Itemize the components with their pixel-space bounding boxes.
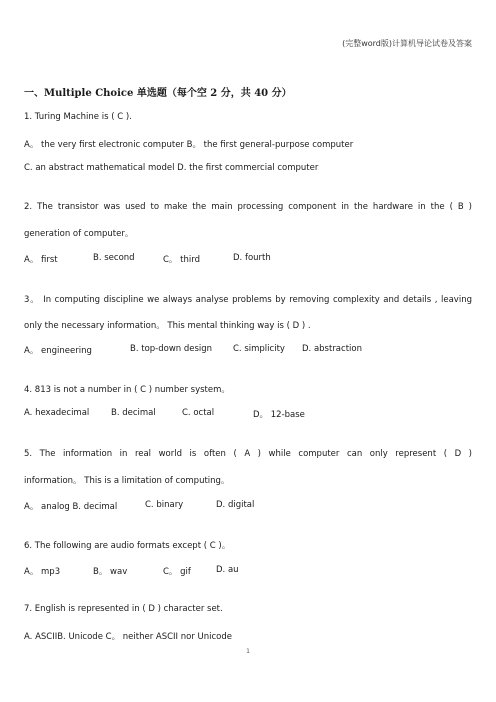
question-4-option-a: A. hexadecimal: [24, 408, 90, 418]
question-4-option-c: C. octal: [182, 408, 215, 418]
question-6-option-a: A。 mp3: [24, 567, 61, 577]
question-2-option-d: D. fourth: [233, 253, 271, 263]
question-1-options-line-1: A。 the very first electronic computer B。 the first general-purpose computer: [24, 140, 354, 150]
question-6-option-b: B。 wav: [93, 567, 128, 577]
question-2-option-b: B. second: [93, 253, 135, 263]
question-1-stem: 1. Turing Machine is ( C ).: [24, 112, 132, 122]
question-3-option-b: B. top-down design: [130, 344, 213, 354]
question-1-options-line-2: C. an abstract mathematical model D. the first commercial computer: [24, 163, 319, 173]
question-3-option-a: A。 engineering: [24, 346, 92, 356]
question-3-stem-line-1: 3。 In computing discipline we always analyse problems by removing complexity and details , leaving: [24, 295, 472, 305]
question-2-option-a: A。 first: [24, 255, 58, 265]
question-4-option-d: D。 12-base: [253, 410, 305, 420]
question-5-option-d: D. digital: [216, 500, 255, 510]
question-2-stem-line-2: generation of computer。: [24, 229, 134, 239]
section-title: 一、Multiple Choice 单选题（每个空 2 分，共 40 分）: [24, 88, 292, 99]
question-7-stem: 7. English is represented in ( D ) character set.: [24, 604, 223, 614]
question-5-option-c: C. binary: [145, 500, 184, 510]
page-number: 1: [246, 648, 250, 655]
question-6-option-d: D. au: [216, 565, 239, 575]
question-5-option-ab: A。 analog B. decimal: [24, 502, 118, 512]
question-4-option-b: B. decimal: [111, 408, 156, 418]
question-7-options: A. ASCIIB. Unicode C。 neither ASCII nor Unicode: [24, 632, 233, 642]
question-5-stem-line-1: 5. The information in real world is often ( A ) while computer can only represent ( D ): [24, 449, 472, 459]
question-3-stem-line-2: only the necessary information。 This mental thinking way is ( D ) .: [24, 321, 311, 331]
question-2-stem-line-1: 2. The transistor was used to make the main processing component in the hardware in the ( B ): [24, 202, 472, 212]
document-header: (完整word版)计算机导论试卷及答案: [342, 39, 472, 48]
question-4-stem: 4. 813 is not a number in ( C ) number system。: [24, 385, 230, 395]
question-6-option-c: C。 gif: [163, 567, 191, 577]
question-5-stem-line-2: information。 This is a limitation of computing。: [24, 476, 230, 486]
question-6-stem: 6. The following are audio formats except ( C )。: [24, 541, 231, 551]
question-2-option-c: C。 third: [163, 255, 200, 265]
question-3-option-c: C. simplicity: [233, 344, 285, 354]
question-3-option-d: D. abstraction: [302, 344, 362, 354]
